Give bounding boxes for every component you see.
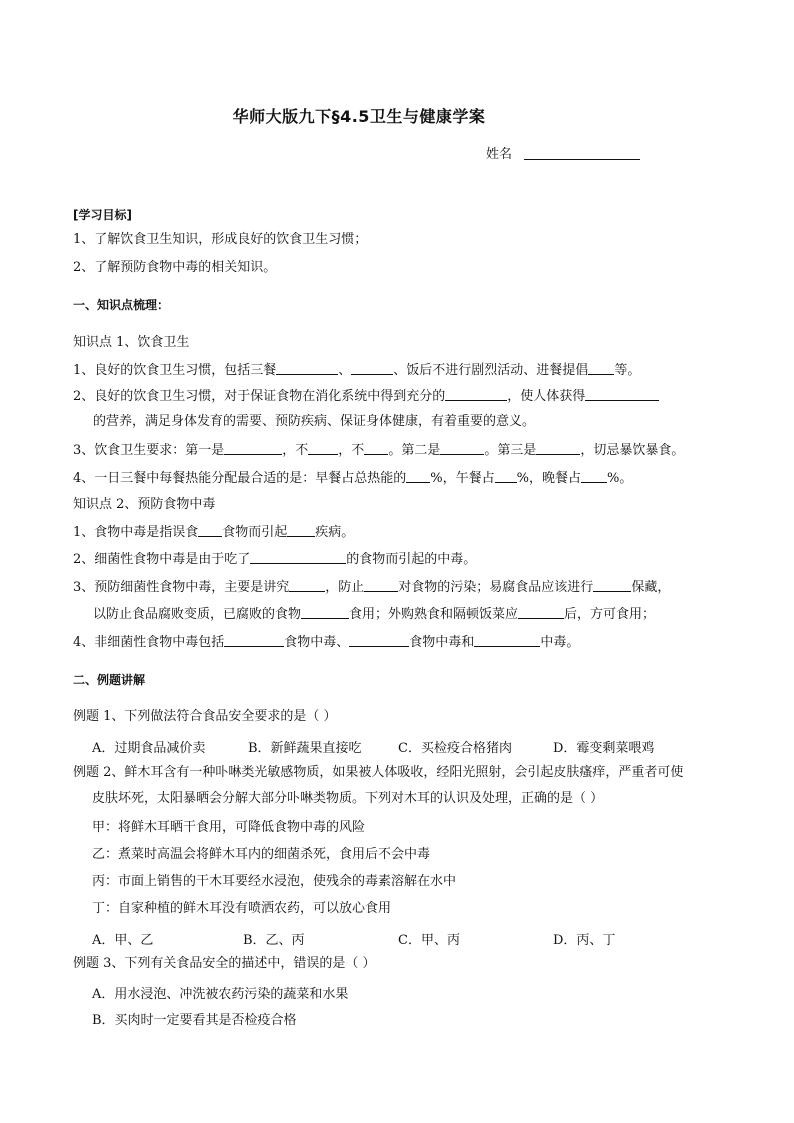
fill-blank[interactable]	[308, 441, 338, 455]
example2-option-b[interactable]: B．乙、丙	[243, 933, 305, 948]
k1-line3: 3、饮食卫生要求：第一是 ，不 ，不 。第二是 。第三是 ，切忌暴饮暴食。	[73, 443, 685, 458]
fill-blank[interactable]	[250, 550, 346, 564]
fill-blank[interactable]	[495, 469, 517, 483]
example1-option-a[interactable]: A．过期食品减价卖	[92, 741, 206, 756]
fill-blank[interactable]	[349, 633, 409, 647]
example3-option-a[interactable]: A．用水浸泡、冲洗被农药污染的蔬菜和水果	[92, 987, 349, 1002]
fill-blank[interactable]	[518, 605, 564, 619]
fill-blank[interactable]	[536, 441, 580, 455]
fill-blank[interactable]	[224, 441, 282, 455]
fill-blank[interactable]	[224, 633, 284, 647]
fill-blank[interactable]	[287, 523, 315, 537]
example1-question: 例题 1、下列做法符合食品安全要求的是（ ）	[73, 709, 337, 724]
fill-blank[interactable]	[581, 469, 607, 483]
name-label: 姓名	[486, 147, 513, 162]
example1-option-d[interactable]: D．霉变剩菜喂鸡	[553, 741, 655, 756]
page-title: 华师大版九下§4.5卫生与健康学案	[232, 107, 486, 126]
k2-line2: 2、细菌性食物中毒是由于吃了 的食物而引起的中毒。	[73, 552, 477, 567]
fill-blank[interactable]	[588, 361, 614, 375]
example2-question-line2: 皮肤坏死，太阳暴晒会分解大部分卟啉类物质。下列对木耳的认识及处理，正确的是（ ）	[92, 791, 604, 806]
example2-option-a[interactable]: A．甲、乙	[92, 933, 154, 948]
fill-blank[interactable]	[276, 361, 338, 375]
fill-blank[interactable]	[593, 578, 631, 592]
fill-blank[interactable]	[198, 523, 222, 537]
fill-blank[interactable]	[406, 469, 430, 483]
example2-statement-jia: 甲：将鲜木耳晒干食用，可降低食物中毒的风险	[92, 820, 366, 835]
example2-statement-ding: 丁：自家种植的鲜木耳没有喷洒农药，可以放心食用	[92, 901, 392, 916]
knowledge2-title: 知识点 2、预防食物中毒	[73, 497, 216, 512]
k1-line2-cont: 的营养，满足身体发育的需要、预防疾病、保证身体健康，有着重要的意义。	[93, 414, 536, 429]
fill-blank[interactable]	[440, 441, 484, 455]
example1-option-c[interactable]: C．买检疫合格猪肉	[398, 741, 512, 756]
fill-blank[interactable]	[289, 578, 325, 592]
fill-blank[interactable]	[301, 605, 349, 619]
example2-option-c[interactable]: C．甲、丙	[398, 933, 460, 948]
fill-blank[interactable]	[364, 578, 398, 592]
fill-blank[interactable]	[364, 441, 388, 455]
example3-question: 例题 3、下列有关食品安全的描述中，错误的是（ ）	[73, 956, 376, 971]
k2-line3-cont: 以防止食品腐败变质，已腐败的食物 食用；外购熟食和隔顿饭菜应 后，方可食用；	[93, 607, 656, 622]
fill-blank[interactable]	[445, 387, 507, 401]
fill-blank[interactable]	[474, 633, 540, 647]
example1-option-b[interactable]: B．新鲜蔬果直接吃	[248, 741, 362, 756]
k1-line4: 4、一日三餐中每餐热能分配最合适的是：早餐占总热能的 %，午餐占 %，晚餐占 %。	[73, 471, 633, 486]
k1-line2: 2、良好的饮食卫生习惯，对于保证食物在消化系统中得到充分的 ，使人体获得	[73, 387, 659, 406]
k2-line3: 3、预防细菌性食物中毒，主要是讲究 ，防止 对食物的污染；易腐食品应该进行 保藏，	[73, 580, 671, 595]
example2-question-line1: 例题 2、鲜木耳含有一种卟啉类光敏感物质，如果被人体吸收，经阳光照射，会引起皮肤瘙痒，严重者可使	[73, 765, 684, 780]
example3-option-b[interactable]: B．买肉时一定要看其是否检疫合格	[92, 1013, 297, 1028]
fill-blank[interactable]	[351, 361, 393, 375]
example2-statement-yi: 乙：煮菜时高温会将鲜木耳内的细菌杀死，食用后不会中毒	[92, 847, 431, 862]
example2-option-d[interactable]: D．丙、丁	[553, 933, 616, 948]
section2-heading: 二、例题讲解	[73, 673, 146, 687]
goals-heading: [学习目标]	[73, 208, 132, 222]
k2-line1: 1、食物中毒是指误食 食物而引起 疾病。	[73, 525, 355, 540]
k1-line1: 1、良好的饮食卫生习惯，包括三餐 、 、饭后不进行剧烈活动、进餐提倡 等。	[73, 363, 641, 378]
goal-item: 2、了解预防食物中毒的相关知识。	[73, 260, 277, 275]
section1-heading: 一、知识点梳理：	[73, 298, 170, 312]
knowledge1-title: 知识点 1、饮食卫生	[73, 335, 190, 350]
name-field	[486, 143, 640, 162]
name-blank[interactable]	[524, 145, 640, 160]
fill-blank[interactable]	[585, 387, 659, 401]
k2-line4: 4、非细菌性食物中毒包括 食物中毒、 食物中毒和 中毒。	[73, 635, 580, 650]
example2-statement-bing: 丙：市面上销售的干木耳要经水浸泡，使残余的毒素溶解在水中	[92, 874, 457, 889]
goal-item: 1、了解饮食卫生知识，形成良好的饮食卫生习惯；	[73, 232, 368, 247]
